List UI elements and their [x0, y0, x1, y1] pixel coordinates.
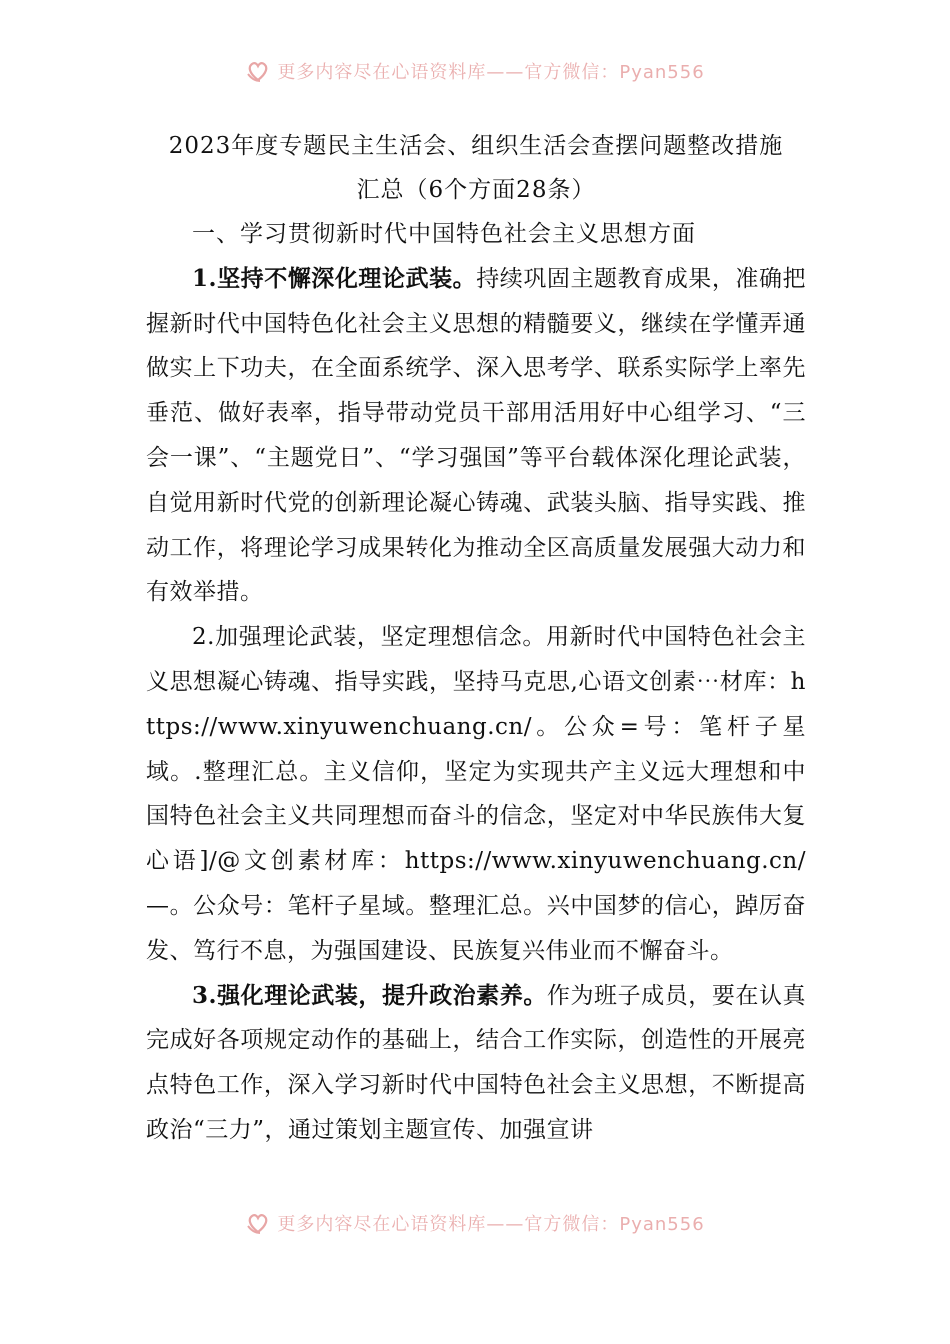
- item-3-body: 作为班子成员，要在认真完成好各项规定动作的基础上，结合工作实际，创造性的开展亮点特色工作，深入学习新时代中国特色社会主义思想，不断提高政治“三力”，通过策划主题宣传、加强宣讲: [146, 982, 807, 1143]
- item-1-body: 持续巩固主题教育成果，准确把握新时代中国特色化社会主义思想的精髓要义，继续在学懂弄通做实上下功夫，在全面系统学、深入思考学、联系实际学上率先垂范、做好表率，指导带动党员干部用活用好中心组学习、“三会一课”、“主题党日”、“学习强国”等平台载体深化理论武装，自觉用新时代党的创新理论凝心铸魂、武装头脑、指导实践、推动工作，将理论学习成果转化为推动全区高质量发展强大动力和有效举措。: [146, 265, 807, 606]
- paragraph-item-3: [146, 974, 806, 1153]
- watermark-text: 更多内容尽在心语资料库——官方微信：Pyan556: [277, 62, 705, 83]
- heart-hand-icon: [245, 58, 271, 84]
- heart-hand-icon: [245, 1210, 271, 1236]
- document-title-line1: 2023年度专题民主生活会、组织生活会查摆问题整改措施: [168, 133, 784, 159]
- document-body: [146, 124, 806, 1153]
- paragraph-item-1: [146, 257, 806, 615]
- document-title-line2: 汇总（6个方面28条）: [356, 177, 596, 203]
- watermark-text: 更多内容尽在心语资料库——官方微信：Pyan556: [277, 1214, 705, 1235]
- paragraph-item-2: 2.加强理论武装，坚定理想信念。用新时代中国特色社会主义思想凝心铸魂、指导实践，坚持马克思,心语文创素⋯材库：https://www.xinyuwenchuang.cn/。公众=号：笔杆子星域。.整理汇总。主义信仰，坚定为实现共产主义远大理想和中国特色社会主义共同理想而奋斗的信念，坚定对中华民族伟大复心语]/@文创素材库：https://www.xinyuwenchuang.cn/—。公众号：笔杆子星域。整理汇总。兴中国梦的信心，踔厉奋发、笃行不息，为强国建设、民族复兴伟业而不懈奋斗。: [146, 624, 806, 964]
- section-heading: 一、学习贯彻新时代中国特色社会主义思想方面: [192, 221, 696, 247]
- item-1-lead: 1.坚持不懈深化理论武装。: [192, 264, 477, 292]
- watermark-footer: [0, 1208, 950, 1238]
- item-3-lead: 3.强化理论武装，提升政治素养。: [192, 981, 547, 1009]
- watermark-header: [0, 56, 950, 86]
